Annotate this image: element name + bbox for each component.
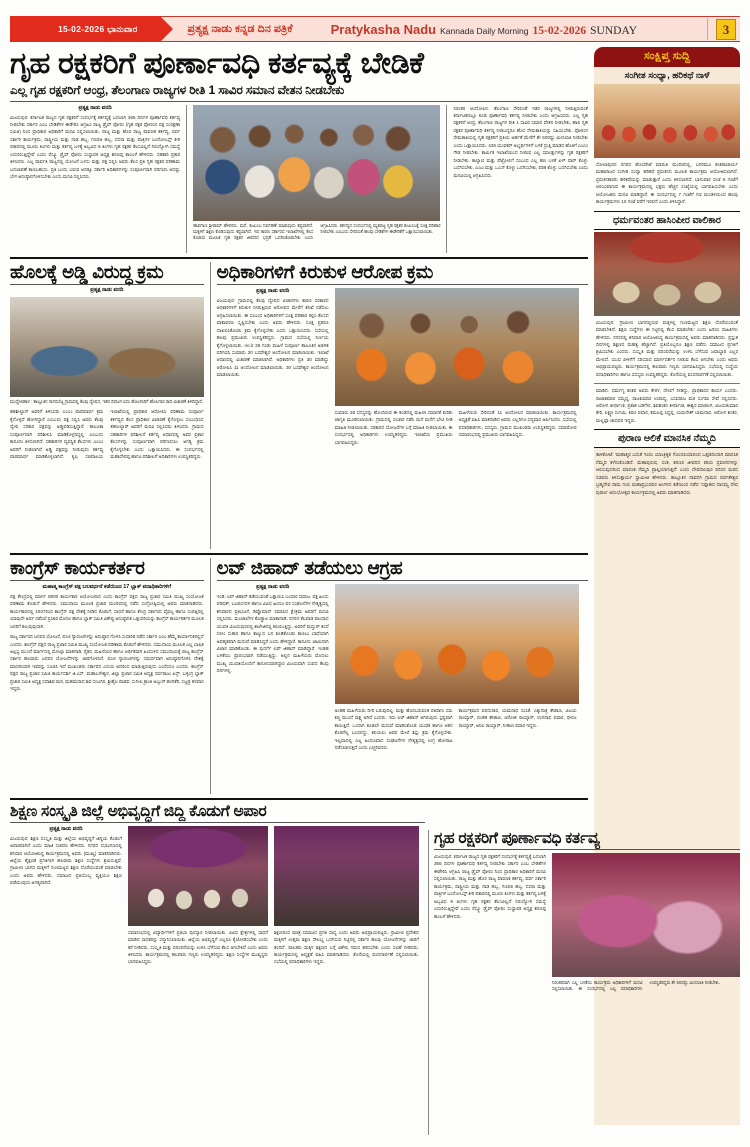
shikshana-text-1: ವಿಜಯಪುರ: ಶಿಕ್ಷಣ ಸಂಸ್ಕೃತಿ ಮತ್ತು ಜಿಲ್ಲೆಯ ಅಭಿವೃದ್ಧಿಗೆ ಜಿದ್ದಿಯ ಕೊಡುಗೆ ಅಪಾರವಾಗಿದೆ ಎಂದು ಮಾಜಿ ಸಚಿವರು ಹೇಳಿದರು. ನಗರದ ಸಭಾಂಗಣದಲ್ಲಿ ಶನಿವಾರ ಆಯೋಜಿಸಿದ್ದ ಕಾರ್ಯಕ್ರಮದಲ್ಲಿ ಅವರು (ಮುಖ್ಯ) ಮಾತನಾಡಿದರು. ಜಿಲ್ಲೆಯ ಶೈಕ್ಷಣಿಕ ಪ್ರಗತಿಗಾಗಿ ಹಲವಾರು ಶಿಕ್ಷಣ ಸಂಸ್ಥೆಗಳು ಶ್ರಮಿಸುತ್ತಿವೆ. ಗ್ರಾಮೀಣ ಭಾಗದ ಮಕ್ಕಳಿಗೆ ಗುಣಮಟ್ಟದ ಶಿಕ್ಷಣ ದೊರೆಯುವಂತೆ ಮಾಡಬೇಕು ಎಂದು ಅವರು ಹೇಳಿದರು. ಸಮಾಜದ ಪ್ರತಿಯೊಬ್ಬ ವ್ಯಕ್ತಿಯೂ ಶಿಕ್ಷಣ ಪಡೆಯುವುದು ಅಗತ್ಯವಾಗಿದೆ. [10, 835, 122, 886]
lovejihad-byline: ಪ್ರತ್ಯಕ್ಷ ನಾಡು ವರದಿ [256, 583, 290, 590]
adhikari-col-3 [459, 409, 577, 549]
shikshana-text-3: ಶಿಕ್ಷಣದಿಂದ ಮಾತ್ರ ಸಮಾಜದ ಪ್ರಗತಿ ಸಾಧ್ಯ ಎಂದು ಅವರು ಅಭಿಪ್ರಾಯಪಟ್ಟರು. ಗ್ರಾಮೀಣ ಪ್ರದೇಶದ ಮಕ್ಕಳಿಗೆ ಉತ್ತಮ ಶಿಕ್ಷಣ ಸೌಲಭ್ಯ ಒದಗಿಸುವ ನಿಟ್ಟಿನಲ್ಲಿ ಸರ್ಕಾರ ಹಲವು ಯೋಜನೆಗಳನ್ನು ಜಾರಿಗೆ ತಂದಿದೆ. ಪಾಲಕರು ಮಕ್ಕಳ ಶಿಕ್ಷಣದ ಬಗ್ಗೆ ವಿಶೇಷ ಗಮನ ಹರಿಸಬೇಕು ಎಂದು ಸಲಹೆ ನೀಡಿದರು. ಕಾರ್ಯಕ್ರಮದಲ್ಲಿ ಅಧ್ಯಕ್ಷತೆ ವಹಿಸಿ ಮಾತನಾಡಿದರು. ಕೊನೆಯಲ್ಲಿ ವಂದನಾರ್ಪಣೆ ಸಲ್ಲಿಸಲಾಯಿತು. ಸಭೆಯಲ್ಲಿ ಪದಾಧಿಕಾರಿಗಳು ಇದ್ದರು. [274, 929, 419, 965]
story-gruha-rakshakarige [434, 830, 740, 993]
adhikari-text-1: ವಿಜಯಪುರ: ಗ್ರಾಮದಲ್ಲಿ ಕೆಲವು ದ್ವೇಷದ ವಿಚಾರಗಳು ಕಾರಣ ಸರಕಾರದ ಅಧಿಕಾರಿಗಳಿಗೆ ಕಿರುಕುಳ ನೀಡುತ್ತಿರುವ ಆರೋಪದ ಮೇರೆಗೆ ತನಿಖೆ ನಡೆಸಲು ಆಗ್ರಹಿಸಲಾಯಿತು. ಈ ಸಂಬಂಧ ಅಧಿಕಾರಿಗಳಿಗೆ ಸೂಕ್ತ ಪರಿಹಾರ ಕಲ್ಪಿಸಿ ಕೆಲಸದ ವಾತಾವರಣ ಸೃಷ್ಟಿಸಬೇಕು ಎಂದು ಅವರು ಹೇಳಿದರು. ಸೂಕ್ತ ಪ್ರಕರಣ ದಾಖಲಿಸಿಕೊಂಡು ಕ್ರಮ ಕೈಗೊಳ್ಳಬೇಕು ಎಂದು ಒತ್ತಾಯಿಸಿದರು. ಸಭೆಯಲ್ಲಿ ಹಲವು ಪ್ರಮುಖರು ಉಪಸ್ಥಿತರಿದ್ದರು. ಗ್ರಾಮದ ಸಭೆಯಲ್ಲಿ ನಿರ್ಣಯ ಕೈಗೊಳ್ಳಲಾಯಿತು. no.lr 36 ಗಂಡು ಮಹಿಳೆ ಸಂಪೂರ್ಣ ತಾಲೂಕಿನ ಅಡಳಿತ ಪರಿಗಣಿಸಿ ಸುಮಾರು 30 ಬಸವೇಶ್ವರ ಆಂದೋಲನ ಮಾಡಲಾಯಿತು. ಇಲಾಖೆ ಆಧಾರದಲ್ಲಿ ವಿಚಾರಣೆ ಮಾಡಲಾಗಿದೆ. ಅಧಿಕಾರಿಗಳು ಪ್ರತಿ 30 ಮಾಡಿದ್ದು ಆರೋಪಿಸಿ 11 ಆಂದೋಲನ ಮಾಡಲಾಯಿತು. 30 ಬಸವೇಶ್ವರ ಆಂದೋಲನ ಮಾಡಲಾಯಿತು. [216, 297, 329, 378]
lead-photo [193, 105, 440, 221]
lovejihad-photo-block [335, 584, 579, 794]
lead-rule [10, 101, 588, 102]
adhikari-rule [217, 284, 588, 285]
sidebar-item2-text: ವಿಜಯಪುರ: 'ಗ್ರಾಮೀಣ ಭಾಗದಲ್ಲಿರುವ ಮಕ್ಕಳಲ್ಲಿ ಗುಣಮಟ್ಟದ ಶಿಕ್ಷಣ ದೊರೆಯುವಂತೆ ಮಾಡಬೇಕಿದೆ. ಶಿಕ್ಷಣ ಸಂಸ್ಥೆಗಳು ಈ ನಿಟ್ಟಿನಲ್ಲಿ ಕೆಲಸ ಮಾಡಬೇಕು' ಎಂದು ಹಿರಿಯ ಸಾಹಿತಿಗಳು ಹೇಳಿದರು. ನಗರದಲ್ಲಿ ಶನಿವಾರ ಆಯೋಜಿಸಿದ್ದ ಕಾರ್ಯಕ್ರಮದಲ್ಲಿ ಅವರು ಮಾತನಾಡಿದರು. ಪ್ರಸ್ತುತ ದಿನಗಳಲ್ಲಿ ಶಿಕ್ಷಣದ ಮಹತ್ವ ಹೆಚ್ಚಾಗಿದೆ. ಪ್ರತಿಯೊಬ್ಬರೂ ಶಿಕ್ಷಣ ಪಡೆದು ಸಮಾಜದ ಪ್ರಗತಿಗೆ ಶ್ರಮಿಸಬೇಕು ಎಂದರು. ಸಂಸ್ಕೃತಿ ಮತ್ತು ಪರಂಪರೆಯನ್ನು ಉಳಿಸಿ ಬೆಳೆಸುವ ಜವಾಬ್ದಾರಿ ಎಲ್ಲರ ಮೇಲಿದೆ. ಯುವ ಪೀಳಿಗೆಗೆ ಸರಿಯಾದ ಮಾರ್ಗದರ್ಶನ ನೀಡುವ ಕೆಲಸ ಆಗಬೇಕು ಎಂದು ಅವರು ಅಭಿಪ್ರಾಯಪಟ್ಟರು. ಕಾರ್ಯಕ್ರಮದಲ್ಲಿ ಹಲವಾರು ಗಣ್ಯರು ಭಾಗವಹಿಸಿದ್ದರು. ಸಭೆಯಲ್ಲಿ ಸಂಸ್ಥೆಯ ಪದಾಧಿಕಾರಿಗಳು ಹಾಗೂ ಸದಸ್ಯರು ಉಪಸ್ಥಿತರಿದ್ದರು. ಕೊನೆಯಲ್ಲಿ ವಂದನಾರ್ಪಣೆ ಸಲ್ಲಿಸಲಾಯಿತು. [596, 319, 738, 377]
congress-text-1: ಪಕ್ಷ ಕೇಂದ್ರದಲ್ಲಿ ಮಾರ್ಗ 800ರ ಕಾರ್ಯಕಾರ ಆಯೋಜನಾದ ಎಂದು ಕಾಂಗ್ರೆಸ್ ಪಕ್ಷದ ರಾಜ್ಯ ಪ್ರಚಾರ ಸಮಿತಿ ಮುಖ್ಯ ಸಂಯೋಜಕ ಪರಿಣಾಮ ಕೊಡುಗೆ ಹೇಳಿದರು. ಸಮುದಾಯ ಮೂಲಕ ಪ್ರಚಾರ ಮಂದಿರದಲ್ಲಿ ನಡೆದ ಸಂಗ್ರೋಷ್ಠಿಯಲ್ಲಿ ಅವರು ಮಾತನಾಡಿದರು. ಕಾರ್ಯಕಾರದಲ್ಲಿ 1947ರಿಂದ ಕಾಂಗ್ರೆಸ್ ಪಕ್ಷ ದೇಶಕ್ಕೆ ನೀಡಿದ ಕೊಡುಗೆ, ಸಾಧನೆ ಹಾಗೂ ಕೇಂದ್ರ ಸರ್ಕಾರದ ವೈಫಲ್ಯ ಹಾಗೂ ಸಂಪತ್ತಿನಲ್ಲಿ ಯಾವುದೇ ಅರ್ಥ ನಡೆಸಲೆ ಪ್ರಚಾರ ಮೊದಲ ಹಾಗೂ ಬ್ಲಾಕ್ ಸಮಿತಿ ವಿಶೇಷ್ಟ ಅನುಷ್ಠಾನಿಕ ಒತ್ತುವರಿಯನ್ನು ಕಾಂಗ್ರೆಸ್ ಕಾರ್ಯಕರ್ತರ ಮೂಲಕ ಜನರಿಗೆ ತಲುಪುವುದಾಗಿ. [10, 593, 204, 629]
gruha-text-1: ವಿಜಯಪುರ: ಕರ್ನಾಟಕ ರಾಜ್ಯದ ಗೃಹ ರಕ್ಷಕರಿಗೆ ಸಂದರ್ಭಕ್ಕೆ ಕರ್ತವ್ಯಕ್ಕೆ ಬದಲಾಗಿ 365 ದಿನಗಳ ಪೂರ್ಣಾವಧಿ ಕರ್ತವ್ಯ ನೀಡಬೇಕು ಸರ್ಕಾರ ಎಂಬ ಬೇಡಿಕೆಗಳ ಈಡೇರಿಸಿ ಆಗ್ರಹಿಸಿ ರಾಜ್ಯ ಡ್ರೈವ್ ಫೋರಂ ನಿಂದ ಪ್ರಾಧಿಕಾರ ಅಧಿಕಾರಿಗೆ ಮನವಿ ಸಲ್ಲಿಸಲಾಯಿತು. ರಾಜ್ಯ ಮತ್ತು ಹೊರ ರಾಜ್ಯ ಪಾವಣಕ ಕರ್ತವ್ಯ, ಪರ್ವ ಸರ್ಕಾರಿ ಕಾರ್ಯಕ್ರಮ, ರಾಷ್ಟ್ರೀಯ ಮತ್ತು ನಾಡ ಹಬ್ಬ, ಗಣಪತಿ ಹಬ್ಬ, ದಸರಾ ಮತ್ತು ಪಾತ್ರಿಗಳ ಬಂದೋಬಸ್ತ್ ಕೀರಿ ಪಕಾರದಲ್ಲಿ ಮೂರು ತಿಂಗಳು ಮತ್ತು ಕರ್ತವ್ಯ ಬಳಕ್ಕೆ ಅಬ್ಬವಿಧ 9 ತಿಂಗಳು ಗೃಹ ರಕ್ಷಕರ ಕೆಲಸವಿಲ್ಲದೆ ನಿರುದ್ಯೋಗಿ ಸಮಸ್ಯೆ ಎದುರಿಸುತ್ತಿದ್ದೇವೆ ಎಂದು ರೆಸ್ಕ್ಯೂ ಡ್ರೈವ್ ಫೋರಂ ಸಂಸ್ಥಾಪಕ ಅಧ್ಯಕ್ಷ ಶರಣಪ್ಪ ಕಾಂಬಳೆ ಹೇಳಿದರು. [434, 854, 546, 919]
story-congress [10, 558, 204, 794]
lovejihad-col-2 [335, 707, 453, 794]
column-divider [210, 262, 211, 549]
lead-col-1 [10, 105, 180, 253]
gruha-photo [552, 853, 740, 977]
lead-text-1: ವಿಜಯಪುರ: ಕರ್ನಾಟಕ ರಾಜ್ಯದ ಗೃಹ ರಕ್ಷಕರಿಗೆ ಸಂದರ್ಭಕ್ಕೆ ಕರ್ತವ್ಯಕ್ಕೆ ಬದಲಾಗಿ 365 ದಿನಗಳ ಪೂರ್ಣಾವಧಿ ಕರ್ತವ್ಯ ನೀಡಬೇಕು ಸರ್ಕಾರ ಎಂಬ ಬೇಡಿಕೆಗಳ ಈಡೇರಿಸಿ ಆಗ್ರಹಿಸಿ ರಾಜ್ಯ ಡ್ರೈವ್ ಫೋರಂ (ಗೃಹ ರಕ್ಷಕ ಫೋರಂನ ಪಕ್ಷ ಸಂರಕ್ಷಣಾ ಸಮಿತಿ) ನಿಂದ ಪ್ರಾಧಿಕಾರ ಅಧಿಕಾರಿಗೆ ಮನವಿ ಸಲ್ಲಿಸಲಾಯಿತು. ರಾಜ್ಯ ಮತ್ತು ಹೊರ ರಾಜ್ಯ ಪಾವಣಕ ಕರ್ತವ್ಯ, ಪರ್ವ ಸರ್ಕಾರಿ ಕಾರ್ಯಕ್ರಮ, ರಾಷ್ಟ್ರೀಯ ಮತ್ತು ನಾಡ ಹಬ್ಬ, ಗಣಪತಿ ಹಬ್ಬ, ದಸರಾ ಮತ್ತು ಪಾತ್ರಿಗಳ ಬಂದೋಬಸ್ತ್ ಕೀರಿ ಪಕಾರದಲ್ಲಿ ಮೂರು ತಿಂಗಳು ಮತ್ತು ಕರ್ತವ್ಯ ಬಳಕ್ಕೆ ಅಬ್ಬವಿಧ 9 ತಿಂಗಳು ಗೃಹ ರಕ್ಷಕರ ಕೆಲಸವಿಲ್ಲದೆ ನಿರುದ್ಯೋಗಿ ಸಮಸ್ಯೆ ಎದುರಿಸುತ್ತಿದ್ದೇವೆ ಎಂದು ರೆಸ್ಕ್ಯೂ ಡ್ರೈವ್ ಫೋರಂ ಸಂಸ್ಥಾಪಕ ಅಧ್ಯಕ್ಷ ಶರಣಪ್ಪ ಕಾಂಬಳೆ ಹೇಳಿದರು. ಸಹಕಾರಿ ಪ್ರಕಾರ ತಿಳಿಸಿದರು. ಎಲ್ಲ ಪಾರ್ವತಿ ರಾಜ್ಯದಲ್ಲಿ ಯೋಜನೆ ಬಳಸು ಮತ್ತು ಪಕ್ಷ ಸಲ್ಲಿಸಿ ಅವರು ಕೆಲಸ ಪ್ರತಿ ಗೃಹ ರಕ್ಷಕರ ಪರಿಣಾಮ ಬದಲಾವಣೆ ಕಾಣಬಹುದು. ಪ್ರತಿ ಬಂದು ಬರುವ ಅದಕ್ಕೂ ಸರ್ಕಾರಿ ಅಧಿಕಾರಿಗಳನ್ನು ಸಂಪೂರ್ಣವಾಗಿ ಪರಿಗಣಿಸಿ ಆದಷ್ಟು ಬೇಗ ಅನುಷ್ಠಾನಗೊಳಿಸಬೇಕು ಎಂದು ಮನವಿ ಸಲ್ಲಿಸಿದರು. [10, 114, 181, 180]
section-rule-3 [10, 798, 588, 800]
sidebar-item1-title: ಸಂಗೀತ ಸಂಧ್ಯಾ, ಹರಿಕಥೆ ನಾಳೆ [594, 67, 740, 84]
sidebar-item1-text: ಸೋಲಾಪುರದ ನಗರದ ಹೊಸಪೇಟೆ ಮಾರುತಿ ಮಂದಿರದಲ್ಲಿ, ಬಗರಿಮೂ ಶಂಕರಾಚಾರ್ಯ ಮಹಾರಾಜರ ಸಂಗೀತ ಸಂಧ್ಯಾ ಹರಿಕಥೆ ಪ್ರವಚನದ ಮೂಲಕ ಕಾರ್ಯಕ್ರಮ ಆಯೋಜಿಸಲಾಗಿದೆ. ಪ್ರವಚನಕಾರರು ಹರಿಕಥೆಯನ್ನು ಮಾಡುತ್ತಾರೆ ಎಂದು ತಿಳಿಸಲಾಗಿದೆ. ಭಾನುವಾರ ಸಂಜೆ 6 ಗಂಟೆಗೆ ಆರಂಭವಾಗುವ ಈ ಕಾರ್ಯಕ್ರಮದಲ್ಲಿ ಭಕ್ತರು ಹೆಚ್ಚಿನ ಸಂಖ್ಯೆಯಲ್ಲಿ ಭಾಗವಹಿಸಬೇಕು ಎಂದು ಆಯೋಜಕರು ಮನವಿ ಮಾಡಿದ್ದಾರೆ. ಈ ಸಂದರ್ಭದಲ್ಲಿ 7 ಗಂಟೆಗೆ ಗಣಿ ಮಂಡಳಿಯಿಂದ ಹಲವು ಕಾರ್ಯಕ್ರಮಗಳು 10 ಗಂಟೆ ವರೆಗೆ ಇರಲಿದೆ ಎಂದು ತಿಳಿಸಿದ್ದಾರೆ. [596, 162, 738, 205]
lovejihad-col-1 [217, 584, 329, 794]
holakke-photo [10, 297, 204, 397]
lovejihad-text-3: ಕಾರ್ಯಕ್ರಮದ ವರದುರಾರ, ಯಮನಾಥ ಸಂಸಿಕೆ. ಎಕ್ಕುನಾತ್ರ ಕೌಡಾಣ, ವಿಜಯ ರಾಯ್ಕಾರ್, ಪಂಡಿತ ಕೌಡಾಣ, ಆರೋಶ ರಾಯ್ಕಾರ್, ರಂಗನಾಥ ಪವಾರ, ಧೀರಜ ರಾಯ್ಕಾರ್, ಅನಿಲ ರಾಯ್ಕಾರ್, ನೀತಾಣ ಪವಾರ ಇದ್ದರು. [458, 707, 577, 728]
column-divider [446, 105, 447, 253]
lead-text-3: ನಿರಂತರ ಆಂದೋಲನ. ತೆಲಂಗಾಣ ಸೇರಿದಂತೆ ಇತರ ರಾಜ್ಯಗಳಲ್ಲಿ ನೀಡುತ್ತಿರುವಂತೆ ಕರ್ನಾಟಕದಲ್ಲೂ ಕೂಡ ಪೂರ್ಣಾವಧಿ ಕರ್ತವ್ಯ ನೀಡಬೇಕು ಎಂದು ಆಗ್ರಹಿಸಿದರು. ಎಲ್ಲ ಗೃಹ ರಕ್ಷಕರಿಗೆ ಆಂಧ್ರ, ತೆಲಂಗಾಣ ರಾಜ್ಯಗಳ ರೀತಿ 1 ಸಾವಿರ ಸಮಾನ ವೇತನ ನೀಡಬೇಕು, ಹಾಲಿ ಗೃಹ ರಕ್ಷಕರ ಪೂರ್ಣಾವಧಿ ಕರ್ತವ್ಯ ನೀಡಬದ್ದರೂ ಹೊಸ ನೇಮಕಾತಿಯನ್ನು ಸಹಿಯಬೇಕು. ಫೋರಂಗ ನೇಮಕಾತಿಯಲ್ಲಿ ಗೃಹ ರಕ್ಷಕರಿಗೆ ಪ್ರತಿಯ ಅರ್ಹತೆ ಮೇರೆಗೆ ಶೇ 50ರಷ್ಟು ಮೀಸಲಾತಿ ನೀಡಬೇಕು ಎಂದು ಒತ್ತಾಯಿಸಿದರು. 426 ಯುವಕರ್ ಅಭ್ಯರ್ಥಿಗಳಿಗೆ ಬಳಕೆ ದ್ರುತ್ತಿ ಮಾಡದ ಹೊತಿಗೆ ಎಂಎಂ ಗೌಡ ನೀಡಬೇಕು. ಕಾರ್ಮಿಕ ಇಲಾಖೆಯಿಂದ ನೀಡುವ ಎಲ್ಲ ಸವಲತ್ತುಗಳನ್ನು ಗೃಹ ರಕ್ಷಕರಿಗೆ ನೀಡಬೇಕು. ಕಾಲ್ಯಾಣಿ ಮತ್ತು ಪೆಟ್ರೋಲಿಗೆ ಸಂಬಂಧ ಎಲ್ಲ ಹಣ ಬಳಕೆ ಏಳ್ ಪಾರ್ ಕೊಳ್ಳು ಒದಗಿಸಬೇಕು. ಎಎಎ ಮತ್ತು ಒಎಸ್ ಕೊಳ್ಳು ಒದಗಿಸಬೇಕು, ಪಠಿತ ಕೊಳ್ಳು ಒದಗಿಸಬೇಕು ಎಂದು ಮನವಿಯಲ್ಲಿ ಆಗ್ರಹಿಸಿದರು. [453, 105, 588, 178]
masthead-descriptor: Kannada Daily Morning [440, 25, 529, 36]
adhikari-col-2 [335, 409, 453, 549]
masthead-divider [707, 18, 708, 40]
lead-story [10, 47, 588, 253]
section-rule-2 [10, 553, 588, 555]
shikshana-text-2: ಸಮಾರಂಭದಲ್ಲಿ ವಿದ್ಯಾರ್ಥಿಗಳಿಗೆ ಪ್ರತಿಭಾ ಪುರಸ್ಕಾರ ನೀಡಲಾಯಿತು. ವಿವಿಧ ಕ್ಷೇತ್ರಗಳಲ್ಲಿ ಸಾಧನೆ ಮಾಡಿದ ಸಾಧಕರನ್ನು ಸನ್ಮಾನಿಸಲಾಯಿತು. ಜಿಲ್ಲೆಯ ಅಭಿವೃದ್ಧಿಗೆ ಎಲ್ಲರೂ ಕೈಜೋಡಿಸಬೇಕು ಎಂದು ಕರೆ ನೀಡಿದರು. ಸಂಸ್ಕೃತಿ ಮತ್ತು ಪರಂಪರೆಯನ್ನು ಉಳಿಸಿ ಬೆಳೆಸುವ ಕೆಲಸ ಆಗಬೇಕಿದೆ ಎಂದು ಅವರು ತಿಳಿಸಿದರು. ಕಾರ್ಯಕ್ರಮದಲ್ಲಿ ಹಲವಾರು ಗಣ್ಯರು ಉಪಸ್ಥಿತರಿದ್ದರು. ಶಿಕ್ಷಣ ಸಂಸ್ಥೆಗಳ ಮುಖ್ಯಸ್ಥರು ಭಾಗವಹಿಸಿದ್ದರು. [128, 929, 268, 965]
adhikari-photo [335, 288, 579, 406]
gruha-headline: ಗೃಹ ರಕ್ಷಕರಿಗೆ ಪೂರ್ಣಾವಧಿ ಕರ್ತವ್ಯ [434, 830, 600, 847]
lead-photo-block [193, 105, 440, 253]
lead-subheadline: ಎಲ್ಲ ಗೃಹ ರಕ್ಷಕರಿಗೆ ಆಂಧ್ರ, ತೆಲಂಗಾಣ ರಾಜ್ಯಗಳ ರೀತಿ 1 ಸಾವಿರ ಸಮಾನ ವೇತನ ನೀಡಬೇಕು [10, 82, 345, 97]
adhikari-text-3: ಮಹಿಳೆಯರು ಸೇರಿದಂತೆ 11 ಆಂದೋಲನ ಮಾಡಲಾಯಿತು. ಕಾರ್ಯಕ್ರಮದಲ್ಲಿ ಅಧ್ಯಕ್ಷತೆ ವಹಿಸಿ ಮಾತನಾಡಿದ ಅವರು ಎಲ್ಲರಿಗೂ ಧನ್ಯವಾದ ಅರ್ಪಿಸಿದರು. ಸಭೆಯಲ್ಲಿ ಪದಾಧಿಕಾರಿಗಳು, ಸದಸ್ಯರು, ಗ್ರಾಮದ ಮುಖಂಡರು ಉಪಸ್ಥಿತರಿದ್ದರು. ಸಮಾರೋಪ ಸಮಾರಂಭದಲ್ಲಿ ಪ್ರಮುಖರು ಭಾಗವಹಿಸಿದ್ದರು. [458, 409, 577, 438]
sidebar-item4-text: ತಾಳಿಕೋಟೆ: 'ಮಹಾತ್ಮರ ಬದುಕೆ ಇಂದು ಯಾಂತ್ರಿಕೃತ ಗೊಂದಲಿಯಾದಿಂದ ಒತ್ತಡದಿಂದಾಗಿ ಮಾನಸಿಕ ನೆಮ್ಮದಿ ಕಳೆದುಕೊಂಡಿದೆ. ಮಹಾಪುರುಷ, ಸಂತ, ಶರಣರ ಜೀವನದ ಕಿರಿಯ ಪ್ರವಚನಗಳನ್ನು ಆಲಿಸುವುದರಿಂದ ಮಾನಸಿಕ ನೆಮ್ಮದಿ ಪ್ರಾಪ್ತಿಯಾಗುತ್ತದೆ' ಎಂದು ದೇವದಾಸಿಪುರ ಪರಿಸರ ಮಠದ ಸಚಿವರು ತಿಳಿಸುತ್ತಾರ್ಯ ಸ್ವಾಮೀಜಿ ಹೇಳಿದರು. ತಾಲ್ಲೂಕಿನ ನಾವದಗಿ ಗ್ರಾಮದ ಪರ್ವತೇಶ್ವರ ಬ್ರಹ್ಮದೇವ ರಾಮ ಗುರು ಮಹಾಪ್ರಭುರವರ ಅಂಗಳದ ಕಡೆಯಿಂದ ನಡೆದ 'ಸಪ್ತಾಹದ ದಾನಮ್ಯ ದೇವ ಪುರಾಣ' ಆರಂಭೋತ್ಸವ ಕಾರ್ಯಕ್ರಮದಲ್ಲಿ ಅವರು ಮಾತನಾಡಿದರು. [594, 448, 740, 1125]
congress-kicker: ಮಹಾತ್ಮ ಕಾಂಗ್ರೆಸ್ ಪಕ್ಷ ಬಲವರ್ಧನೆ ಕಡೆಯಿಂದ 17 ಬ್ಲಾಕ್ ಪದಾಧಿಕಾರಿಗಳಿಗೆ [42, 583, 172, 590]
lovejihad-col-3 [459, 707, 577, 794]
lead-photo-caption: ಹಾವಗಾಣ ಶ್ರೀರಾಮ್ ಹೇಳಿದರು. ಮನೆ, ಕುಟುಂಬ ನಿರ್ವಹಣೆ ಮಾಡುವುದು ಕಷ್ಟವಾಗಿದೆ. ಮಕ್ಕಳಿಗೆ ಶಿಕ್ಷಣ ಕೊಡಿಸುವುದು ಕಷ್ಟವಾಗಿದೆ. ಇದ ಕಾರಣ ಸರ್ಕಾರದ ಇಲಾಖೆಗಳಲ್ಲಿ ಕೆಲಸ ಕೊಡುವ ಮೂಲಕ ಗೃಹ ರಕ್ಷಕರ ಜೀವನದ ಭದ್ರತೆ ಒದಗಿಸಿಕೊಡಬೇಕು ಎಂದು ಆಗ್ರಹಿಸಿದರು. ಕರ್ತವ್ಯದ ಸಂದರ್ಭದಲ್ಲಿ ಮೃತಪಟ್ಟ ಗೃಹ ರಕ್ಷಕರ ಕುಟುಂಬಕ್ಕೆ ಸೂಕ್ತ ಪರಿಹಾರ ನೀಡಬೇಕು ಎಂಬುದು ಸೇರಿದಂತೆ ಹಲವು ಬೇಡಿಕೆಗಳ ಈಡೇರಿಕೆಗೆ ಒತ್ತಾಯಿಸಲಾಯಿತು. [193, 222, 441, 241]
adhikari-photo-block [335, 288, 579, 549]
story-love-jihad [217, 558, 588, 794]
story-shikshana [10, 803, 425, 1125]
holakke-photo-caption: ಮುದ್ದೇಬಿಹಾಳ : ತಾಲ್ಲೂಕಿನ ನಾಗರಬೆಟ್ಟ ಗ್ರಾಮದಲ್ಲಿ ಕೆಲವು ದ್ವೇಷದ, ಇತರ ದಿನಾಂಗ ಐದು ಹೊಲಗಾರಿಗೆ ಹೊಲಗಾರ ರಾದಿ ವಿಚಾರಣೆ ತಿಳಿದಿದ್ದಾರೆ. [10, 398, 203, 404]
congress-headline: ಕಾಂಗ್ರೆಸ್ ಕಾರ್ಯಕರ್ತರ [10, 556, 145, 578]
sidebar-photo-2 [594, 232, 740, 316]
sidebar-item4-title: ಪುರಾಣ ಆಲಿಕೆ ಮಾನಸಿಕ ನೆಮ್ಮದಿ [594, 429, 740, 448]
story-holakke [10, 262, 204, 549]
shikshana-photo-2 [274, 826, 419, 926]
congress-rule [10, 580, 204, 581]
column-divider [210, 558, 211, 794]
row4-column-divider [428, 830, 429, 1135]
lovejihad-text-2: ಅಂತಹ ಮಹಿಳೆಯರು ದೀರಿ ಬರುವುದಿಲ್ಲ. ಮತ್ತು ಹೊರಬರುವಂತ ಪತಿರಾಗು ಸಮ ಕಣ್ಣ ಮುಂದೆ ಸಾಕ್ಷ್ಯ ಅಗಿದೆ ಎಂದರು. ಇದು ಲವ್ ಜಿಹಾದ್ ಆಗಿರುವುದು ಸ್ಪಷ್ಟವಾಗಿ ಕಾಣುತ್ತಿದೆ. ಒಂದಾಗಿ ಕೂಡಲೇ ಮದುವೆ ಮಾಡಿಸಿಕೊಂಡ ಯುವಕ ಹಾಗೂ ಆತನ ಕೊಡಗೆಲ್ಲ ಬಂಧನದ್ದು, ಕಲಿಯಲು ಅವರ ಮೇಲೆ ಶಿಸ್ತು ಕ್ರಮ ಕೈಗೊಳ್ಳಬೇಕು. ಇಲ್ಲವಾದಲ್ಲಿ ಎಲ್ಲ ಹಿಂದೂವಾದ ಸಂಘಟನೆಗಳ ನೇತೃತ್ವದಲ್ಲಿ ಉಗ್ರ ಹೋರಾಟ ನಡೆಸಲಾಗುತ್ತದೆ ಎಂದು ಎಚ್ಚರಿಸಿದರು. [334, 707, 453, 751]
adhikari-headline: ಅಧಿಕಾರಿಗಳಿಗೆ ಕಿರುಕುಳ ಆರೋಪ ಕ್ರಮ [216, 260, 433, 282]
lead-headline: ಗೃಹ ರಕ್ಷಕರಿಗೆ ಪೂರ್ಣಾವಧಿ ಕರ್ತವ್ಯಕ್ಕೆ ಬೇಡಿಕೆ [10, 47, 424, 80]
gruha-photo-caption: ನಿರಂತರವಾಗಿ ಎಲ್ಲ ಬಳಕೆಯ ಕಾರ್ಯಕ್ರಮ ಅಧಿಕಾರಿಗಳಿಗೆ ಮನವಿ ಸಲ್ಲಿಸಲಾಯಿತು. ಈ ಸಂದರ್ಭದಲ್ಲಿ ಎಲ್ಲ ಪದಾಧಿಕಾರಿಗಳು ಉಪಸ್ಥಿತರಿದ್ದರು ಶೇ 50ರಷ್ಟು ಮೀಸಲಾತಿ ನೀಡಬೇಕು. [552, 980, 720, 992]
sidebar-item3-text: ಮಾಡಿದ. ಧರ್ಮಗ್ಯ ಶಂಕರ ಅವರು ಕೇರಳ, ದೇಣಿಗೆ ನೀಡಿದ್ದು, ಪ್ರಾಧಿಕಾರದ ಕಾರ್ಯ ಎಂದರು. ರಾಜಾಕಮಾರ ಸಮೃದ್ಧ, ರಾಜಕುಮಾರ ಉಪಾಧ್ಯ, ಬಸವರಾಜ ಮಠ ಸಂಗಮ ಸೇವೆ ಸಲ್ಲಿಸಿದರು. ಆರೋಗ ತೀರ್ಥಾಂಕ, ಪ್ರಕಾಶ ಬಡಿಗೇರ, ಶಿವಶಂಕರ ತೀರ್ಥಾಂಕ, ಈಶ್ವರ ಮಾಡಲಗಿ, ವಿಜಯಕುಮಾರ ಕೇರಿ, ಲಕ್ಷ್ಮಣ ಸಂಗಮಿ, ಕಿರಣ ಪವಾರ, ಕಮಲಪ್ಪ ಸಿದ್ದಪ್ಪ, ಯಮನೇಶ್ ಬಾಮನಾಥ, ಆರೋಗ ಶಂಕರ, ಮಲ್ಲಪ್ಪಾ ಜಾಧವರ ಇದ್ದರು. [596, 388, 738, 423]
shikshana-photo-1 [128, 826, 268, 926]
masthead-brand: Pratykasha Nadu [330, 21, 437, 37]
masthead [10, 16, 740, 42]
sidebar-item2-title: ಧರ್ಮವಂತರ ಹಾಸಿಂಪೀರ ವಾಲಿಕಾರ [594, 211, 740, 230]
holakke-text: ತಹಶೀಲ್ದಾರ್ ಅವರಿಗೆ ತಿಳಿಸಿದರು ಎಂಎಂ ಪಾರಮಾರ್ಥ ಕ್ರಮ ಕೈಗೊಳ್ಳದೆ ಹೋಗಿದ್ದಾರೆ ಎಂಬುದು ಪಕ್ಷ ಸಲ್ಲಿಸಿ ಅವರು ಕೆಲವು ದ್ವೇಷ ಸರಕಾರ ಪಕ್ಷವನ್ನು ಅಡ್ಡಿಪಡಿಸುತ್ತಿದ್ದಾರೆ. ತಾಲೂಕಾ ಸಂಪೂರ್ಣವಾಗಿ ಪರಿಶೀಲಿಸಿ ಮಾಡಿಕೊಳ್ಳದಿದ್ದಲ್ಲಿ ಎಂಬುದು ಕಾನೂನು ತಿಳಿಸಲಾಗಿದೆ. ಸಹಕಾರಿಗಳ ವ್ಯವಸ್ಥಿತ ಕೆಲಸಗಳು ಎಂಎಂ ಅವರಿಗೆ ನೀಡಲಾಗಿದೆ ಅಡ್ಡಿ ಪಕ್ಷವನ್ನು ನೀಡುವುದು ಕರ್ತವ್ಯ ಪಾರಮಾರ್ಥ ಮಾಡಿಕೊಳ್ಳಲಾಗಿದೆ. ಕೃಷಿ ಸಚಿವಾಲಯ ಇಲಾಖೆಯಲ್ಲಿ ಪ್ರಾಧಿಕಾರ ಆರೋಪಿಸಿ ಪರಿಣಾಮ ಸಂಪೂರ್ಣ ಕರ್ತವ್ಯದ ಕೆಲಸ ಪ್ರಾಧಿಕಾರ ವಿಚಾರಣೆ ಕೈಗೊಳ್ಳಲು ಸಂಬಂಧಿಸಿದ ತಹಸೀಲ್ದಾರ್ ಅವರಿಗೆ ಮನವಿ ಸಲ್ಲಿಸಿದರು ತಿಳಿಸಿದರು. ಗ್ರಾಮದ ಸಹಕಾರಿಗಳ ಪರಿಶೀಲನೆ ಕರ್ತವ್ಯ ಆಧಾರದಲ್ಲಿ ಅವರ ಪ್ರಕಾರ ಕೆಲಸಗಳನ್ನು ಸಂಪೂರ್ಣವಾಗಿ ಪರಿಗಣಿಸಲು ಅಗತ್ಯ ಕ್ರಮ ಕೈಗೊಳ್ಳಬೇಕು ಎಂದು ಒತ್ತಾಯಿಸಿದರು. ಈ ಸಂದರ್ಭದಲ್ಲಿ ಮಹಾದೇವಪ್ಪ ಹಾಗೂ ಪರಿಶೀಲನೆ ಅಧಿಕಾರಿಗಳು ಉಪಸ್ಥಿತರಿದ್ದರು. [10, 409, 204, 459]
masthead-center [331, 22, 637, 37]
masthead-tagline-kannada: ಪ್ರತ್ಯಕ್ಷ ನಾಡು ಕನ್ನಡ ದಿನ ಪತ್ರಿಕೆ [187, 22, 293, 35]
story-adhikarigalige [217, 262, 588, 549]
row-2 [10, 262, 588, 549]
masthead-date-english: 15-02-2026 [532, 24, 587, 37]
holakke-headline: ಹೊಲಕ್ಕೆ ಅಡ್ಡಿ ವಿರುದ್ಧ ಕ್ರಮ [10, 260, 164, 282]
shikshana-photo-block [128, 826, 268, 1125]
row-3 [10, 558, 588, 794]
lovejihad-rule [217, 580, 588, 581]
section-rule-1 [10, 257, 588, 259]
adhikari-col-1 [217, 288, 329, 549]
column-divider [186, 105, 187, 253]
shikshana-rule [10, 822, 425, 823]
lead-col-3 [453, 105, 588, 253]
adhikari-byline: ಪ್ರತ್ಯಕ್ಷ ನಾಡು ವರದಿ [256, 287, 290, 294]
lead-byline: ಪ್ರತ್ಯಕ್ಷ ನಾಡು ವರದಿ [78, 104, 112, 111]
masthead-date-flag: 15-02-2026 ಭಾನುವಾರ [10, 16, 160, 42]
page-number-badge: 3 [716, 19, 736, 40]
shikshana-col-1 [10, 826, 122, 1125]
gruha-rule [434, 849, 740, 850]
shikshana-col-3 [274, 826, 419, 1125]
sidebar-photo-1 [594, 84, 740, 158]
gruha-photo-block [552, 853, 740, 993]
gruha-col-1 [434, 853, 546, 993]
masthead-weekday: SUNDAY [590, 24, 638, 37]
adhikari-text-2: ಸುಮಾರು 28 ಸದಸ್ಯರನ್ನು ಹೊಂದಿರುವ ಈ ತಂಡದಲ್ಲಿ ಮಹಿಳಾ ಸಮಾನತೆ ಕುರಿತು ಜಾಗೃತಿ ಮೂಡಿಸಲಾಯಿತು. ಗ್ರಾಮದಲ್ಲಿ ಸಂಚಾರ ನಡೆಸಿ ಮನೆ ಮನೆಗೆ ಭೇಟಿ ನೀಡಿ ಮಾಹಿತಿ ನೀಡಲಾಯಿತು. ಸರಕಾರದ ಯೋಜನೆಗಳ ಬಗ್ಗೆ ಮಾಹಿತಿ ನೀಡಲಾಯಿತು. ಈ ಸಂದರ್ಭದಲ್ಲಿ ಅಧಿಕಾರಿಗಳು ಉಪಸ್ಥಿತರಿದ್ದರು. ಇಲಾಖೆಯ ಪ್ರಮುಖರು ಭಾಗವಹಿಸಿದ್ದರು. [334, 409, 453, 445]
lovejihad-photo [335, 584, 579, 704]
holakke-rule [10, 284, 204, 285]
congress-text-2: ರಾಜ್ಯ ಸರ್ಕಾರದ ಜನಪರ ಯೋಜನೆ, ಪಂಚ ಗ್ಯಾರಂಟಿಗಳನ್ನು ಅನುಷ್ಠಾನ ಗೊಳಿಸಿ ಸುಧಾರಿತ ನಡೆದ ಸರ್ಕಾರ ಎಂಬ ಹೆಮ್ಮೆ ಕಾರ್ಯಾನಿಕರಲ್ಲಿದೆ ಎಂದರು. ಕಾಂಗ್ರೆಸ್ ಪಕ್ಷದ ರಾಜ್ಯ ಪ್ರಚಾರ ಸಮಿತಿ ಮುಖ್ಯ ಸಂಯೋಜಕ ಪರಿಣಾಮ ಕೊಡುಗೆ ಹೇಳಿದರು. ಸಮುದಾಯ ಮೂಲಕ ಎಲ್ಲ ಭಾಷಿಕ ಅಲ್ಪಸ್ವ ಮುಂದೆ ಮಾರ್ಗದಲ್ಲಿ ಮೋಲ್ಗಾ ಮಾತನಾಡಿ, ರೈತರ, ಮಹಿಳೆಯರ ಹಾಗೂ ಆರ್ಥಿಕವಾಗಿ ಹಿಂದುಳಿದ ಸಮುದಾಯಕ್ಕೆ ರಾಜ್ಯ ಕಾಂಗ್ರೆಸ್ ಸರ್ಕಾರ ಹಲವಾರು ಜನಪರ ಯೋಜನೆಗಳನ್ನು ಜಾರಿಗೊಳಿಸಿದೆ. ಪಂಚ ಗ್ಯಾರಂಟಿಗಳನ್ನು ಸಮರ್ಥವಾಗಿ ಅನುಷ್ಠಾನಗೊಳಿಸಿ ದೇಶಕ್ಕೆ ಮಾದರಿಯಾಗಿ ಇವರನ್ನು ಸೂಚಿಸಿ ಇದೆ ಮುಖಂಡರು ಸರ್ಕಾರದ ಎದುರು ಅದರಿಂದ ಮಾಡುತ್ತಿರುವುದು ಎಂದೆಂದೂ ಎಂದರು. ಕಾಂಗ್ರೆಸ್ ಪಕ್ಷದ ರಾಜ್ಯ ಪ್ರಚಾರ ಸಮಿತಿ ಕಾರ್ಯದರ್ಶಿ ಜಿ.ಎಸ್. ಮಹಾಬಳೇಶ್ವರ, ಜಿಲ್ಲಾ ಪ್ರಚಾರ ಸಮಿತಿ ಅಧ್ಯಕ್ಷ ಸರ್ವರಾಜು ಏಸ್ರ್, ಬಳ್ಳಿಂಗ್ರ ಬ್ಲಾಕ್ ಪ್ರಚಾರ ಸಮಿತಿ ಅಧ್ಯಕ್ಷ ಸದಾಶಿವ ಮಠ, ಮಹಮದಾದ ಶಿವ ಸಂಬಗಿರ, ಶ್ರೀಶೈಲ ಪಾಡವ, ಸುನೀಲ ಕ್ರಾಂತಿ ಅಬ್ಬುರ್ ಹಂಗಿಕೆರಿ, ಸಜ್ಜಡ್ರ ತಳವಾರ ಇದ್ದರು. [10, 634, 204, 692]
sidebar-band-title: ಸಂಕ್ಷಿಪ್ತ ಸುದ್ದಿ [594, 47, 740, 67]
shikshana-byline: ಪ್ರತ್ಯಕ್ಷ ನಾಡು ವರದಿ [49, 825, 83, 832]
shikshana-headline: ಶಿಕ್ಷಣ ಸಂಸ್ಕೃತಿ ಜಿಲ್ಲೆ ಅಭಿವೃದ್ಧಿಗೆ ಜಿದ್ದಿ ಕೊಡುಗೆ ಅಪಾರ [10, 802, 267, 820]
lovejihad-text-1: ಇಂಡಿ: ಲವ್ ಜಿಹಾದ್ ತಡೆಯುವಂತೆ ಒತ್ತಾಯಿಸಿ ಬಂಧಾರ ಸಮಾಜ. ಪಕ್ಷ ಹಿಂದು ಪರಿಷತ್, ಬಜರಂಗದಳ ಹಾಗೂ ವಿವಿಧ ಹಿಂದೂ ಪರ ಸಂಘಟನೆಗಳ ನೇತೃತ್ವದಲ್ಲಿ ಶನಿವಾರದ ಪ್ರತಿಭಟನೆ, ಡಿಪ್ಲೊಮಾಸ್ ಸಮಾಸಿದ ಕ್ಷೇತ್ರಮ ಅವರಿಗೆ ಮನವಿ ಸಲ್ಲಿಸಿದರು. ಮಂಜಾಲೆಗಳ ಕೊಡ್ಡಾಲ ಮಾತಾನಾಡಿ, ನಗರದ ಕೆಲವಾಡ ಪಾಂದಾದ ಯುವತಿ ವಿಜಯಪುರದಲ್ಲಿ ಕಾಲೇಜಿನಲ್ಲಿ ಕಲಿಯುತ್ತಿದ್ದು, ಅವರಿಗೆ ಮದ್ದುರ್ ತಂದೆ ಸಲೀಂ ಸುತಾರ ಹಾಗೂ ಕಾಲ್ಯುದ ಬನ ಕೂಡಿಕೊಂಡು ಕಾಣಬು ಬಾಧೆಯಾಗಿ ಅಪಹೃತವಾಗಿ ಮದುವೆ ಮಾಡಿಸಿದ್ದರೆ ಎಂದು ಹೇಳಿದ್ದಾರೆ. ಕಾನೂನು ಜಾಮಿದಾಗಿ ವಿಚಾರ ಮಾಡಿಕೊಂಡು. ಈ ಪುದರ್ಗೆ ಲವ್ ಜಿಹಾದ್ ಮಾಡಿದ್ದಾರೆ. ಇಂತಹ ಬಳಕೆಯು ಪ್ರಾರಂಭವಾಗಿ ನಡೆಯುತ್ತಿದ್ದು, ಅಲ್ಲಿನ ಮಹಿಳೆಯರು ಮೊದಲು ಮುಖ್ಯ ಯುವತಿಯೊಂದಿಗೆ ಕಾನೂನುವಾಗಿದ್ದಾರ ವಿಜಯವಾಗಿ ಸಂಪದ ಕೆಲವು ದಿನಗಳಲ್ಲಿ. [216, 593, 329, 674]
lovejihad-headline: ಲವ್ ಜಿಹಾದ್ ತಡೆಯಲು ಆಗ್ರಹ [216, 556, 403, 578]
holakke-byline: ಪ್ರತ್ಯಕ್ಷ ನಾಡು ವರದಿ [90, 286, 124, 293]
